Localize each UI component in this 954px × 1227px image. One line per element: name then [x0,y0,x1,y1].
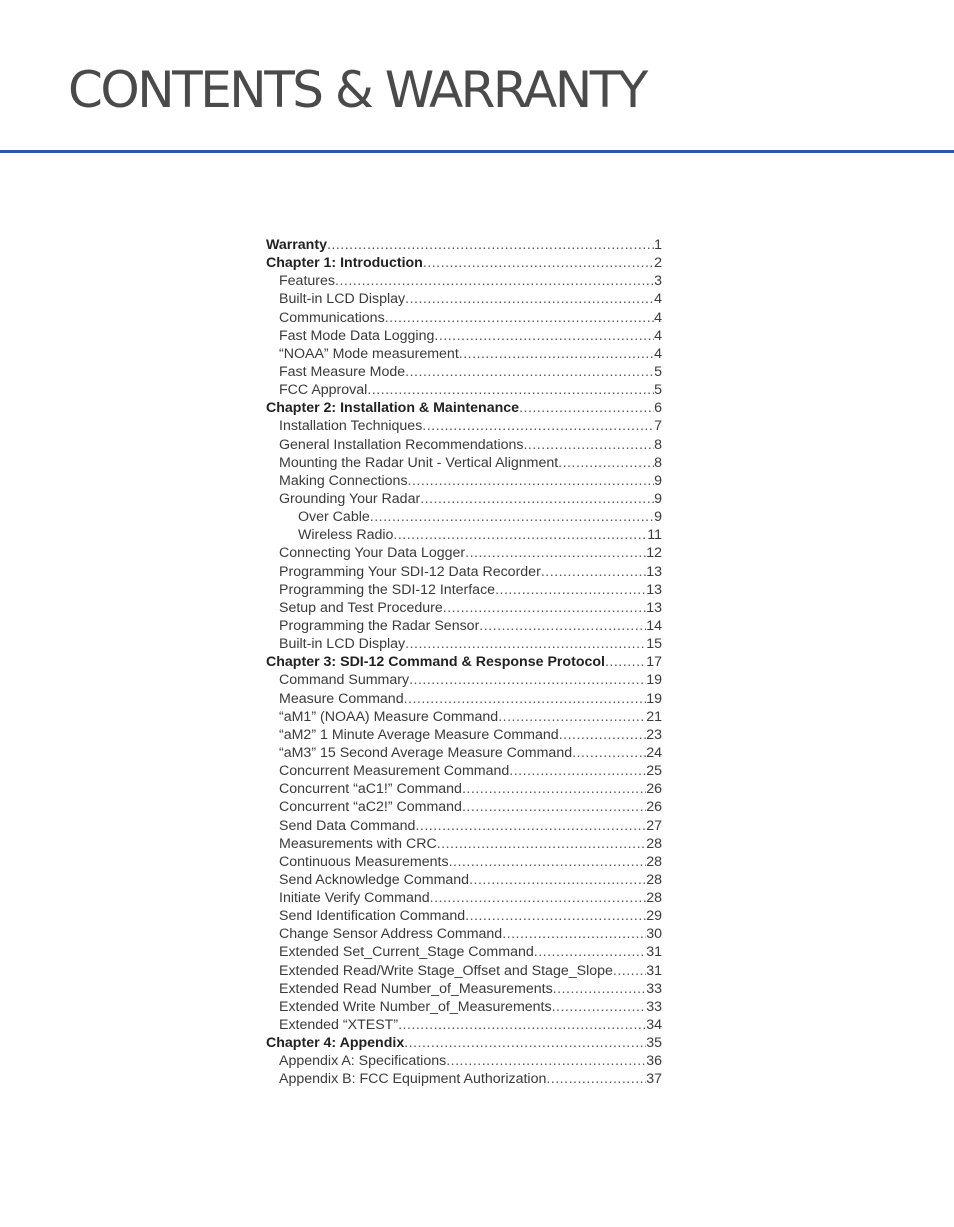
dot-leader [523,436,654,454]
toc-entry[interactable] [266,599,662,617]
toc-page-number: 28 [646,853,662,870]
toc-entry-label: Wireless Radio [298,527,394,544]
toc-entry-label: Extended Read Number_of_Measurements [279,980,553,997]
dot-leader [370,508,654,526]
toc-page-number: 28 [646,835,662,852]
toc-entry[interactable] [266,436,662,454]
toc-chapter-entry[interactable] [266,1034,662,1052]
toc-entry[interactable] [266,690,662,708]
dot-leader [546,1070,646,1088]
toc-entry[interactable] [266,798,662,816]
toc-entry-label: Connecting Your Data Logger [279,545,466,562]
toc-page-number: 34 [646,1017,662,1034]
toc-page-number: 9 [654,490,662,507]
toc-entry-label: “aM2” 1 Minute Average Measure Command [279,726,559,743]
toc-entry-label: Communications [279,309,385,326]
toc-entry-label: General Installation Recommendations [279,436,524,453]
toc-entry[interactable] [266,671,662,689]
dot-leader [398,1016,646,1034]
dot-leader [385,309,654,327]
toc-entry-label: Concurrent Measurement Command [279,763,510,780]
toc-entry[interactable] [266,980,662,998]
dot-leader [558,454,654,472]
dot-leader [509,762,646,780]
dot-leader [552,998,647,1016]
toc-entry-label: Command Summary [279,672,410,689]
toc-page-number: 33 [646,998,662,1015]
toc-entry-label: Concurrent “aC2!” Command [279,799,462,816]
toc-entry[interactable] [266,526,662,544]
dot-leader [449,853,647,871]
dot-leader [462,798,646,816]
dot-leader [443,599,646,617]
toc-chapter-entry[interactable] [266,399,662,417]
toc-page-number: 5 [654,382,662,399]
toc-entry[interactable] [266,817,662,835]
toc-entry-label: Appendix B: FCC Equipment Authorization [279,1071,547,1088]
toc-page-number: 15 [646,636,662,653]
dot-leader [534,943,646,961]
toc-page-number: 11 [647,527,662,544]
toc-entry[interactable] [266,780,662,798]
toc-chapter-entry[interactable] [266,254,662,272]
toc-page-number: 2 [654,255,662,272]
toc-entry[interactable] [266,635,662,653]
toc-entry-label: Built-in LCD Display [279,636,406,653]
toc-page-number: 13 [646,563,662,580]
dot-leader [405,635,646,653]
toc-page-number: 3 [654,273,662,290]
toc-entry-label: “aM1” (NOAA) Measure Command [279,708,499,725]
dot-leader [393,526,647,544]
toc-page-number: 21 [646,708,662,725]
toc-page-number: 13 [646,581,662,598]
dot-leader [465,544,646,562]
toc-page-number: 31 [646,944,662,961]
dot-leader [495,581,646,599]
toc-page-number: 29 [646,908,662,925]
toc-page-number: 26 [646,799,662,816]
dot-leader [479,617,646,635]
toc-entry-label: Send Acknowledge Command [279,871,470,888]
toc-page-number: 4 [654,309,662,326]
toc-entry[interactable] [266,363,662,381]
toc-entry[interactable] [266,907,662,925]
toc-entry-label: “aM3” 15 Second Average Measure Command [279,744,573,761]
toc-page-number: 9 [654,509,662,526]
dot-leader [404,690,647,708]
dot-leader [327,236,654,254]
dot-leader [434,327,654,345]
toc-entry-label: Chapter 2: Installation & Maintenance [266,400,520,417]
toc-entry-label: Fast Mode Data Logging [279,327,435,344]
toc-page-number: 4 [654,345,662,362]
toc-entry[interactable] [266,708,662,726]
toc-entry[interactable] [266,889,662,907]
dot-leader [437,835,647,853]
toc-entry[interactable] [266,272,662,290]
toc-entry-label: Extended “XTEST” [279,1017,399,1034]
toc-entry[interactable] [266,381,662,399]
toc-entry[interactable] [266,835,662,853]
toc-page-number: 19 [646,672,662,689]
toc-entry-label: Measure Command [279,690,404,707]
toc-page-number: 28 [646,890,662,907]
toc-entry[interactable] [266,454,662,472]
toc-entry-label: Continuous Measurements [279,853,449,870]
dot-leader [498,708,646,726]
toc-entry[interactable] [266,472,662,490]
toc-entry-label: Programming the Radar Sensor [279,617,480,634]
toc-entry-label: Fast Measure Mode [279,363,406,380]
dot-leader [408,472,655,490]
toc-entry[interactable] [266,962,662,980]
toc-page-number: 30 [646,926,662,943]
toc-entry[interactable] [266,327,662,345]
toc-entry[interactable] [266,1052,662,1070]
dot-leader [335,272,654,290]
toc-entry[interactable] [266,544,662,562]
toc-page-number: 24 [646,744,662,761]
dot-leader [462,780,646,798]
toc-entry[interactable] [266,417,662,435]
toc-page-number: 5 [654,363,662,380]
dot-leader [502,925,646,943]
toc-entry-label: Warranty [266,237,327,253]
dot-leader [423,254,654,272]
toc-entry[interactable] [266,925,662,943]
toc-entry-label: Send Identification Command [279,908,466,925]
toc-entry-label: Setup and Test Procedure [279,599,443,616]
toc-page-number: 8 [654,454,662,471]
dot-leader [459,345,654,363]
dot-leader [613,962,646,980]
toc-entry-label: Programming the SDI-12 Interface [279,581,496,598]
dot-leader [446,1052,646,1070]
dot-leader [465,907,646,925]
dot-leader [422,417,654,435]
toc-entry-label: “NOAA” Mode measurement [279,345,459,362]
dot-leader [405,290,654,308]
dot-leader [572,744,646,762]
dot-leader [430,889,647,907]
toc-page-number: 28 [646,871,662,888]
toc-entry[interactable] [266,345,662,363]
dot-leader [415,817,646,835]
toc-entry-label: FCC Approval [279,382,368,399]
dot-leader [409,671,646,689]
toc-entry[interactable] [266,853,662,871]
toc-entry[interactable] [266,563,662,581]
toc-page-number: 31 [646,962,662,979]
toc-page-number: 7 [654,418,662,435]
dot-leader [404,1034,646,1052]
toc-entry[interactable] [266,490,662,508]
toc-page-number: 23 [646,726,662,743]
table-of-contents [266,236,662,1089]
toc-page-number: 14 [646,617,662,634]
toc-entry-label: Built-in LCD Display [279,291,406,308]
toc-entry-label: Extended Read/Write Stage_Offset and Stage_Slope [279,962,613,979]
toc-page-number: 12 [646,545,662,562]
toc-entry[interactable] [266,508,662,526]
toc-entry-label: Initiate Verify Command [279,890,430,907]
toc-chapter-entry[interactable] [266,653,662,671]
toc-entry-label: Extended Write Number_of_Measurements [279,998,552,1015]
toc-entry-label: Concurrent “aC1!” Command [279,781,462,798]
dot-leader [559,726,647,744]
toc-entry-label: Extended Set_Current_Stage Command [279,944,534,961]
toc-entry[interactable] [266,762,662,780]
toc-page-number: 9 [654,472,662,489]
page-header [0,0,954,150]
toc-entry-label: Over Cable [298,509,370,526]
toc-page-number: 4 [654,327,662,344]
dot-leader [367,381,654,399]
toc-entry-label: Chapter 3: SDI-12 Command & Response Protocol [266,654,605,671]
toc-entry[interactable] [266,726,662,744]
dot-leader [541,563,646,581]
toc-chapter-entry[interactable] [266,236,662,254]
toc-page-number: 4 [654,291,662,308]
toc-entry[interactable] [266,871,662,889]
toc-page-number: 17 [646,654,662,671]
toc-page-number: 13 [646,599,662,616]
toc-entry-label: Chapter 1: Introduction [266,255,423,272]
toc-entry-label: Installation Techniques [279,418,423,435]
toc-entry-label: Making Connections [279,472,408,489]
dot-leader [405,363,654,381]
page-title: CONTENTS & WARRANTY [68,61,646,119]
toc-entry-label: Chapter 4: Appendix [266,1035,405,1052]
toc-entry-label: Features [279,273,335,290]
toc-entry[interactable] [266,998,662,1016]
dot-leader [553,980,647,998]
toc-entry[interactable] [266,309,662,327]
toc-page-number: 37 [646,1071,662,1088]
toc-entry-label: Programming Your SDI-12 Data Recorder [279,563,541,580]
toc-page-number: 27 [646,817,662,834]
toc-entry-label: Appendix A: Specifications [279,1053,447,1070]
toc-entry-label: Measurements with CRC [279,835,437,852]
header-divider [0,150,954,153]
dot-leader [519,399,654,417]
toc-entry[interactable] [266,943,662,961]
toc-page-number: 25 [646,763,662,780]
toc-page-number: 8 [654,436,662,453]
dot-leader [469,871,646,889]
toc-page-number: 36 [646,1053,662,1070]
toc-page-number: 33 [646,980,662,997]
toc-entry-label: Change Sensor Address Command [279,926,503,943]
dot-leader [420,490,654,508]
dot-leader [605,653,646,671]
toc-page-number: 6 [654,400,662,417]
toc-entry-label: Send Data Command [279,817,416,834]
toc-entry-label: Mounting the Radar Unit - Vertical Alignment [279,454,559,471]
toc-entry[interactable] [266,581,662,599]
toc-entry-label: Grounding Your Radar [279,490,421,507]
toc-entry[interactable] [266,290,662,308]
toc-page-number: 26 [646,781,662,798]
toc-entry[interactable] [266,1016,662,1034]
toc-entry[interactable] [266,744,662,762]
toc-entry[interactable] [266,1070,662,1088]
toc-entry[interactable] [266,617,662,635]
toc-page-number: 19 [646,690,662,707]
toc-page-number: 1 [654,237,662,253]
toc-page-number: 35 [646,1035,662,1052]
